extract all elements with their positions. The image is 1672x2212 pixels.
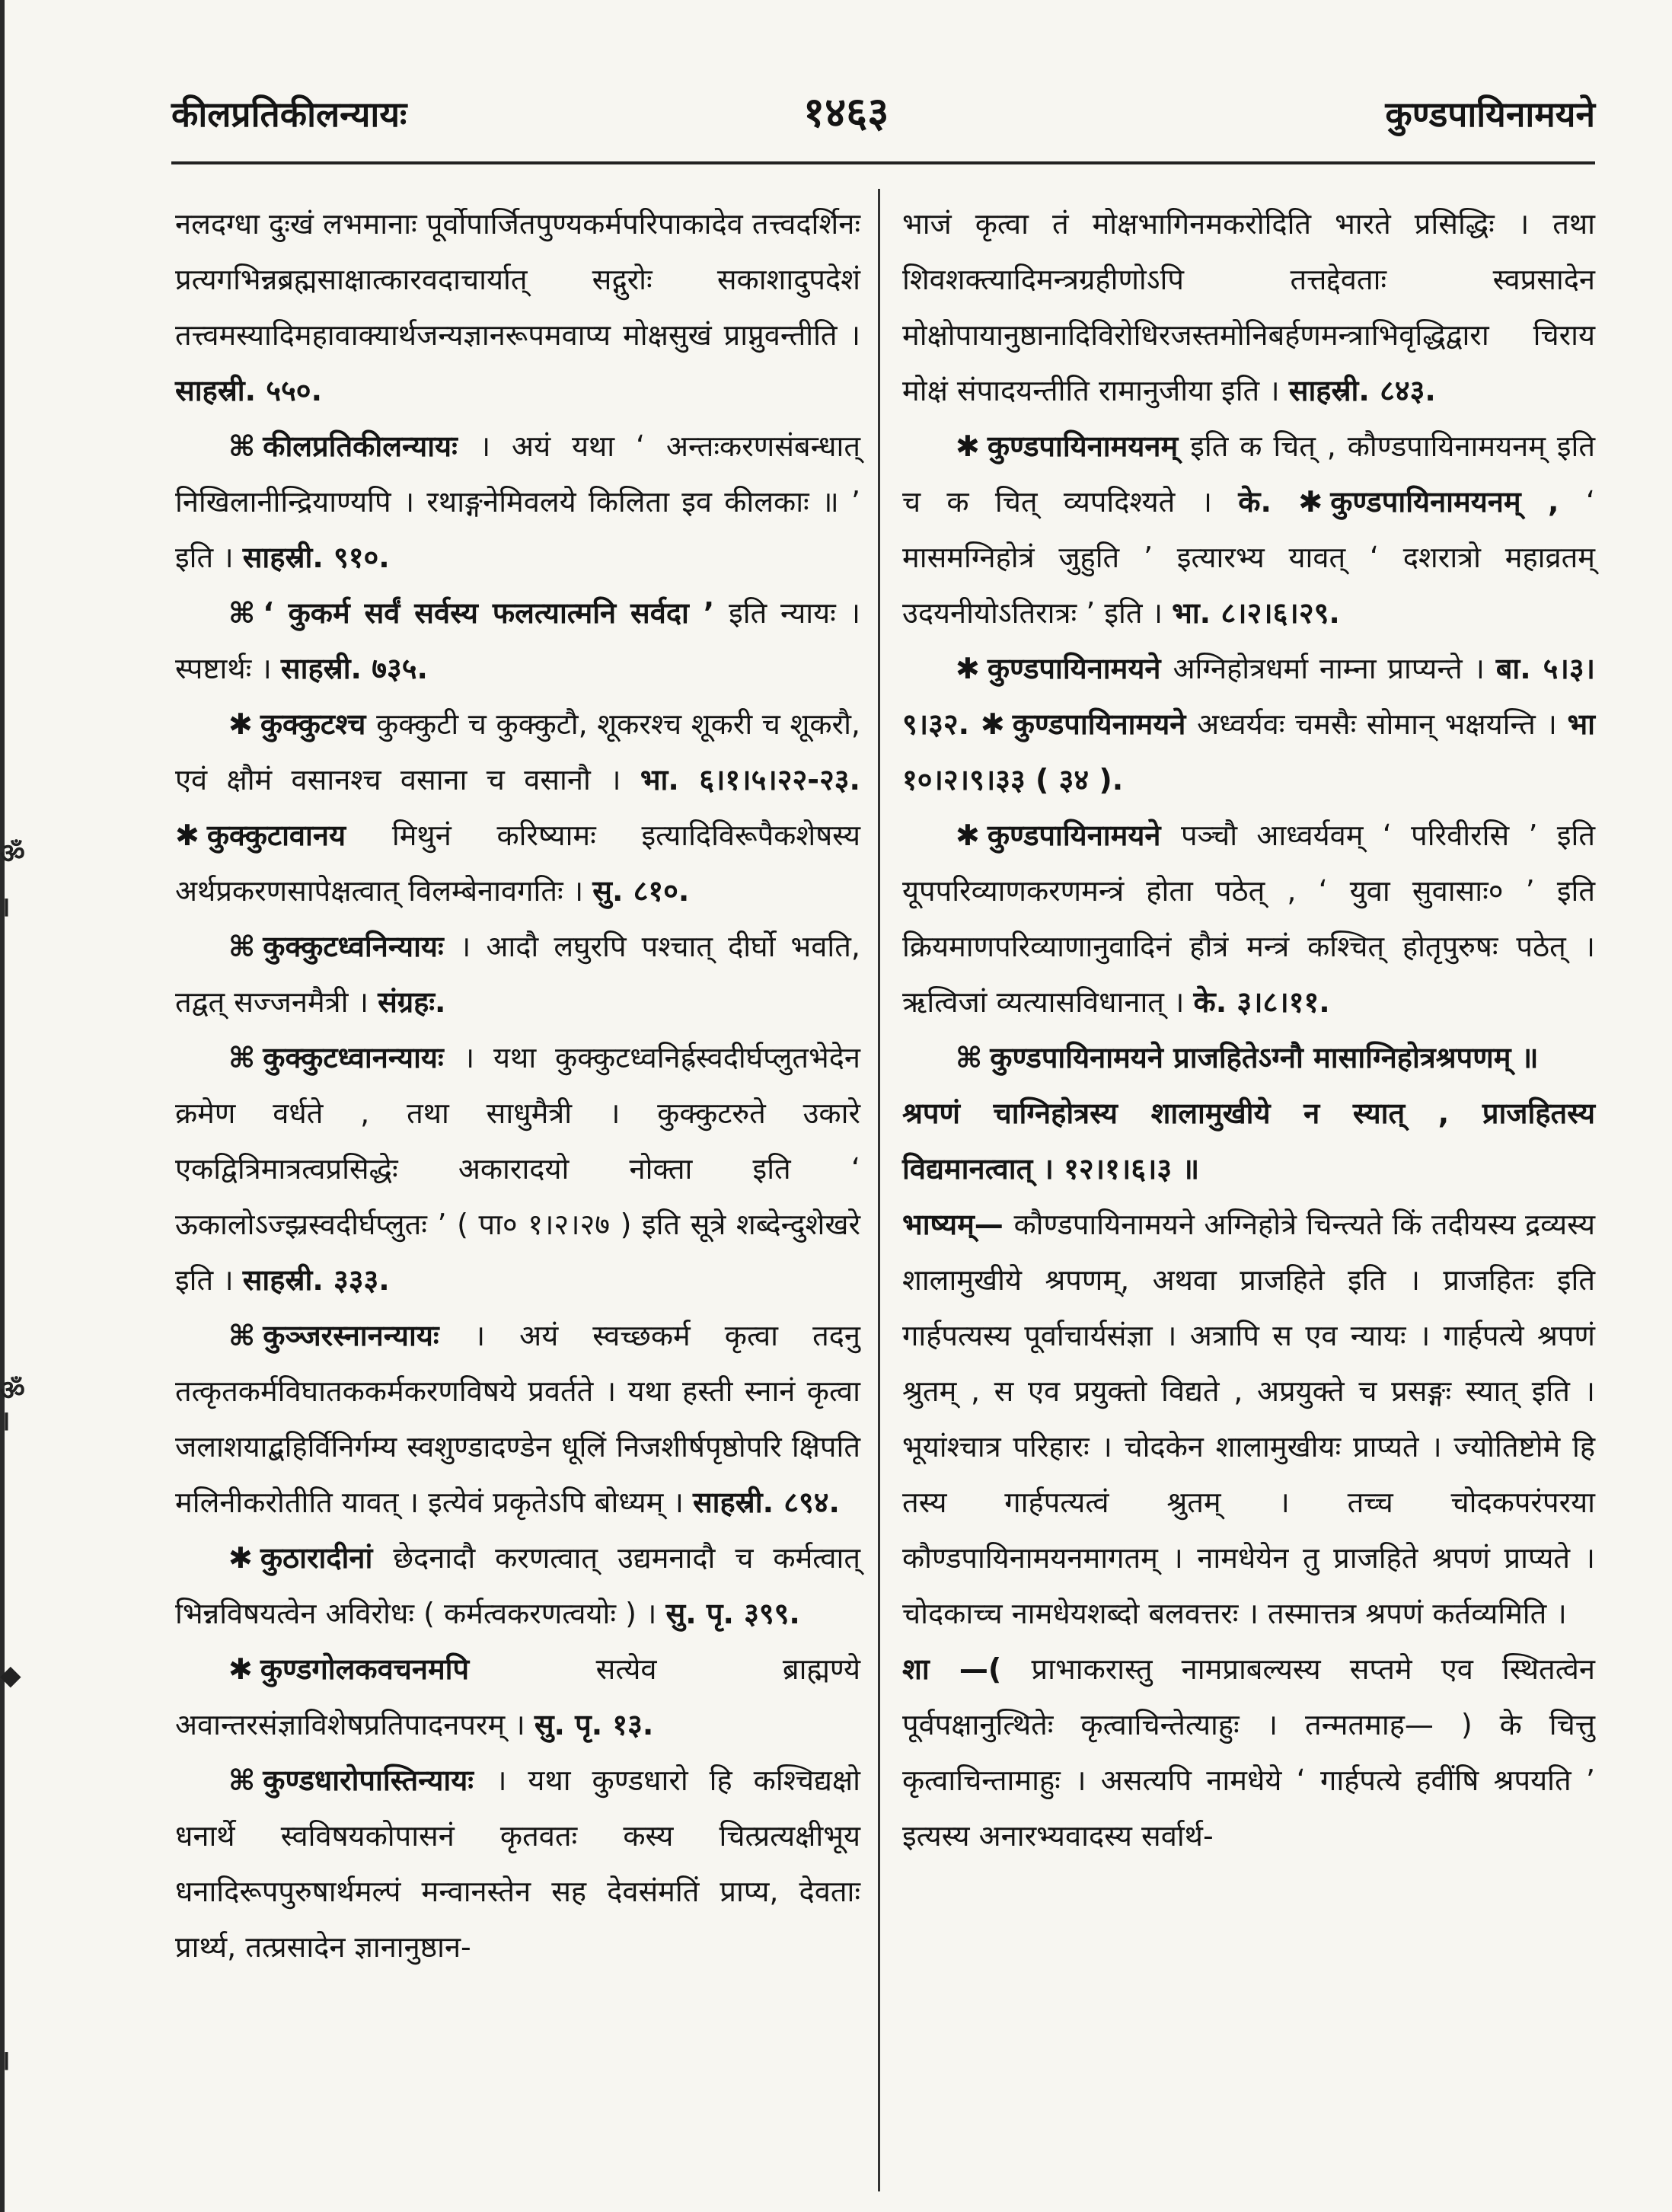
asterisk-marker-icon: ✱ [980, 707, 1005, 741]
right_column-entry [902, 419, 1595, 641]
entry-text: इति क चित् , कौण्डपायिनामयनम् इति च क चित् व्यपदिश्यते । [902, 429, 1595, 519]
left_column-entry [175, 1753, 860, 1975]
asterisk-marker-icon: ✱ [1298, 485, 1323, 519]
entry-text: कौण्डपायिनामयने अग्निहोत्रे चिन्त्यते किं तदीयस्य द्रव्यस्य शालामुखीये श्रपणम्, अथवा प्राजहिते इति । प्राजहितः इति गार्हपत्यस्य पूर्वाचार्यसंज्ञा । अत्रापि स एव न्यायः । गार्हपत्ये श्रपणं श्रुतम् , स एव प्रयुक्तो विद्यते , अप्रयुक्ते च प्रसङ्गः स्यात् इति । भूयांश्चात्र परिहारः । चोदकेन शालामुखीयः प्राप्यते । ज्योतिष्टोमे हि तस्य गार्हपत्यत्वं श्रुतम् । तच्च चोदकपरंपरया कौण्डपायिनामयनमागतम् । नामधेयेन तु प्राजहिते श्रपणं प्राप्यते । चोदकाच्च नामधेयशब्दो बलवत्तरः । तस्मात्तत्र श्रपणं कर्तव्यमिति । [902, 1208, 1595, 1630]
page-number: १४६३ [803, 88, 889, 136]
entry-lead: भाष्यम्— [902, 1208, 1014, 1241]
source-reference: साहस्री. ७३५. [280, 652, 428, 685]
entry-text: सत्येव ब्राह्मण्ये अवान्तरसंज्ञाविशेषप्रतिपादनपरम् । [175, 1652, 860, 1741]
right_column-entry [902, 641, 1595, 808]
entry-text: नलदग्धा दुःखं लभमानाः पूर्वोपार्जितपुण्यकर्मपरिपाकादेव तत्त्वदर्शिनः प्रत्यगभिन्नब्रह्मसाक्षात्कारवदाचार्यात् सद्गुरोः सकाशादुपदेशं तत्त्वमस्यादिमहावाक्यार्थजन्यज्ञानरूपमवाप्य मोक्षसुखं प्राप्नुवन्तीति । [175, 207, 860, 352]
source-reference: सु. पृ. १३. [534, 1708, 654, 1741]
nyaya-marker-icon: ⌘ [228, 1764, 256, 1797]
left_column-entry [175, 419, 860, 586]
right_column-entry [902, 196, 1595, 419]
asterisk-marker-icon: ✱ [228, 1541, 253, 1575]
entry-lead: कुठारादीनां [260, 1541, 394, 1575]
entry-text: भाजं कृत्वा तं मोक्षभागिनमकरोदिति भारते प्रसिद्धिः । तथा शिवशक्त्यादिमन्त्रग्रहीणोऽपि तत्तद्देवताः स्वप्रसादेन मोक्षोपायानुष्ठानादिविरोधिरजस्तमोनिबर्हणमन्त्राभिवृद्धिद्वारा चिराय मोक्षं संपादयन्तीति रामानुजीया इति । [902, 207, 1595, 407]
entry-lead: कुण्डपायिनामयने [987, 652, 1173, 685]
source-reference: सु. पृ. ३९९. [665, 1597, 800, 1630]
entry-text: प्राभाकरास्तु नामप्राबल्यस्य सप्तमे एव स्थितत्वेन पूर्वपक्षानुत्थितेः कृत्वाचिन्तेत्याहुः । तन्मतमाह— ) के चित्तु कृत्वाचिन्तामाहुः । असत्यपि नामधेये ‘ गार्हपत्ये हवींषि श्रपयति ’ इत्यस्य अनारभ्यवादस्य सर्वार्थ- [902, 1652, 1596, 1853]
entry-lead: कुण्डपायिनामयनम् [987, 429, 1191, 463]
asterisk-marker-icon: ✱ [228, 1652, 253, 1686]
right_column-entry [902, 1030, 1595, 1086]
left_column-entry [175, 1642, 860, 1753]
entry-text: ‘ मासमग्निहोत्रं जुहुति ’ इत्यारभ्य यावत् ‘ दशरात्रो महाव्रतम् उदयनीयोऽतिरात्रः ’ इति । [902, 485, 1595, 630]
margin-mark: । [0, 2045, 11, 2076]
scan-left-border [0, 0, 5, 2212]
entry-text: । यथा कुण्डधारो हि कश्चिद्यक्षो धनार्थे स्वविषयकोपासनं कृतवतः कस्य चित्प्रत्यक्षीभूय धनादिरूपपुरुषार्थमल्पं मन्वानस्तेन सह देवसंमतिं प्राप्य, देवताः प्रार्थ्य, तत्प्रसादेन ज्ञानानुष्ठान- [175, 1764, 860, 1964]
source-reference: १२।१।६।३ ॥ [1064, 1152, 1200, 1186]
source-reference: भा १०।२।९।३३ ( ३४ ). [902, 707, 1596, 796]
right-column [902, 196, 1595, 1864]
right_column-entry [902, 808, 1595, 1030]
asterisk-marker-icon: ✱ [228, 707, 253, 741]
entry-text: पञ्चौ आध्वर्यवम् ‘ परिवीरसि ’ इति यूपपरिव्याणकरणमन्त्रं होता पठेत् , ‘ युवा सुवासाः० ’ इति क्रियमाणपरिव्याणानुवादिनं हौत्रं मन्त्रं कश्चित् होतृपुरुषः पठेत् । ऋत्विजां व्यत्यासविधानात् । [902, 819, 1596, 1019]
source-reference: साहस्री. ५५०. [175, 374, 322, 407]
entry-text: श्रपणं चाग्निहोत्रस्य शालामुखीये न स्यात् , प्राजहितस्य विद्यमानत्वात् । [902, 1096, 1595, 1186]
source-reference: भा. ६।१।५।२२-२३. [640, 763, 860, 796]
entry-text: इति न्यायः । स्पष्टार्थः । [175, 596, 860, 685]
left_column-entry [175, 586, 860, 697]
entry-lead: कुक्कुटध्वानन्यायः [263, 1041, 464, 1074]
source-reference: साहस्री. ३३३. [242, 1263, 390, 1297]
entry-text: छेदनादौ करणत्वात् उद्यमनादौ च कर्मत्वात् भिन्नविषयत्वेन अविरोधः ( कर्मत्वकरणत्वयोः ) । [175, 1541, 861, 1630]
entry-text: । आदौ लघुरपि पश्चात् दीर्घो भवति, तद्वत् सज्जनमैत्री । [175, 930, 860, 1019]
entry-lead: कुक्कुटश्च [260, 707, 377, 741]
entry-lead: कुण्डगोलकवचनमपि [260, 1652, 596, 1686]
left_column-entry [175, 196, 860, 419]
adhikarana-heading: कुण्डपायिनामयने प्राजहितेऽग्नौ मासाग्निहोत्रश्रपणम् ॥ [990, 1041, 1539, 1074]
right_column-entry [902, 1086, 1595, 1197]
entry-lead: कीलप्रतिकीलन्यायः [263, 429, 480, 463]
entry-lead: कुञ्जरस्नानन्यायः [263, 1319, 474, 1352]
source-reference: संग्रहः. [378, 985, 446, 1019]
nyaya-marker-icon: ⌘ [228, 1319, 256, 1352]
nyaya-marker-icon: ⌘ [228, 930, 256, 963]
right_column-entry [902, 1197, 1595, 1642]
nyaya-marker-icon: ⌘ [228, 596, 256, 630]
entry-lead: कुक्कुटध्वनिन्यायः [263, 930, 460, 963]
left_column-entry [175, 1531, 860, 1642]
left-column [175, 196, 860, 1975]
source-reference: साहस्री. ८९४. [692, 1486, 840, 1519]
margin-mark: ॐ [0, 838, 25, 870]
margin-mark: ॐ [0, 1375, 25, 1406]
entry-lead: कुण्डपायिनामयनम् , [1330, 485, 1586, 519]
source-reference: साहस्री. ८४३. [1288, 374, 1436, 407]
left_column-entry [175, 919, 860, 1030]
right_column-entry [902, 1642, 1595, 1864]
asterisk-marker-icon: ✱ [956, 819, 980, 852]
source-reference: साहस्री. ९१०. [242, 541, 390, 574]
entry-text: अग्निहोत्रधर्मा नाम्ना प्राप्यन्ते । [1173, 652, 1496, 685]
header-rule [171, 161, 1595, 164]
nyaya-marker-icon: ⌘ [228, 429, 256, 463]
nyaya-marker-icon: ⌘ [956, 1041, 983, 1074]
entry-text: । अयं यथा ‘ अन्तःकरणसंबन्धात् निखिलानीन्द्रियाण्यपि । रथाङ्गनेमिवलये किलिता इव कीलकाः ॥ ’ इति । [175, 429, 860, 574]
entry-lead: शा —( [902, 1652, 1032, 1686]
asterisk-marker-icon: ✱ [956, 429, 980, 463]
margin-mark: ◆ [0, 1660, 21, 1691]
running-header [171, 82, 1595, 143]
entry-text: । अयं स्वच्छकर्म कृत्वा तदनु तत्कृतकर्मविघातककर्मकरणविषये प्रवर्तते । यथा हस्ती स्नानं कृत्वा जलाशयाद्बहिर्विनिर्गम्य स्वशुण्डादण्डेन धूलिं निजशीर्षपृष्ठोपरि क्षिपति मलिनीकरोतीति यावत् । इत्येवं प्रकृतेऽपि बोध्यम् । [175, 1319, 860, 1519]
entry-lead: कुक्कुटावानय [206, 819, 392, 852]
entry-text: अध्वर्यवः चमसैः सोमान् भक्षयन्ति । [1197, 707, 1568, 741]
entry-lead: कुण्डधारोपास्तिन्यायः [263, 1764, 496, 1797]
entry-lead: कुण्डपायिनामयने [987, 819, 1181, 852]
column-divider [878, 189, 880, 2191]
left_column-entry [175, 697, 860, 919]
entry-text: कुक्कुटी च कुक्कुटौ, शूकरश्च शूकरी च शूकरौ, एवं क्षौमं वसानश्च वसाना च वसानौ । [175, 707, 860, 796]
margin-mark: । [0, 1406, 11, 1437]
asterisk-marker-icon: ✱ [956, 652, 980, 685]
source-reference: सु. ८१०. [592, 874, 690, 908]
source-reference: भा. ८।२।६।२९. [1172, 596, 1340, 630]
left_column-entry [175, 1308, 860, 1531]
margin-mark: । [0, 892, 11, 923]
header-right-title: कुण्डपायिनामयने [1385, 94, 1595, 135]
left_column-entry [175, 1030, 860, 1308]
source-reference: बा. ५।३।९।३२. [902, 652, 1596, 741]
asterisk-marker-icon: ✱ [175, 819, 199, 852]
entry-lead: कुण्डपायिनामयने [1012, 707, 1198, 741]
entry-text: । यथा कुक्कुटध्वनिर्ह्रस्वदीर्घप्लुतभेदेन क्रमेण वर्धते , तथा साधुमैत्री । कुक्कुटरुते उकारे एकद्वित्रिमात्रत्वप्रसिद्धेः अकारादयो नोक्ता इति ‘ ऊकालोऽज्झ्रस्वदीर्घप्लुतः ’ ( पा० १।२।२७ ) इति सूत्रे शब्देन्दुशेखरे इति । [175, 1041, 860, 1297]
entry-text: मिथुनं करिष्यामः इत्यादिविरूपैकशेषस्य अर्थप्रकरणसापेक्षत्वात् विलम्बेनावगतिः । [175, 819, 860, 908]
entry-lead: ‘ कुकर्म सर्वं सर्वस्य फलत्यात्मनि सर्वदा ’ [263, 596, 729, 630]
source-reference: के. [1238, 485, 1299, 519]
nyaya-marker-icon: ⌘ [228, 1041, 256, 1074]
source-reference: के. ३।८।११. [1193, 985, 1330, 1019]
header-left-title: कीलप्रतिकीलन्यायः [171, 94, 407, 135]
